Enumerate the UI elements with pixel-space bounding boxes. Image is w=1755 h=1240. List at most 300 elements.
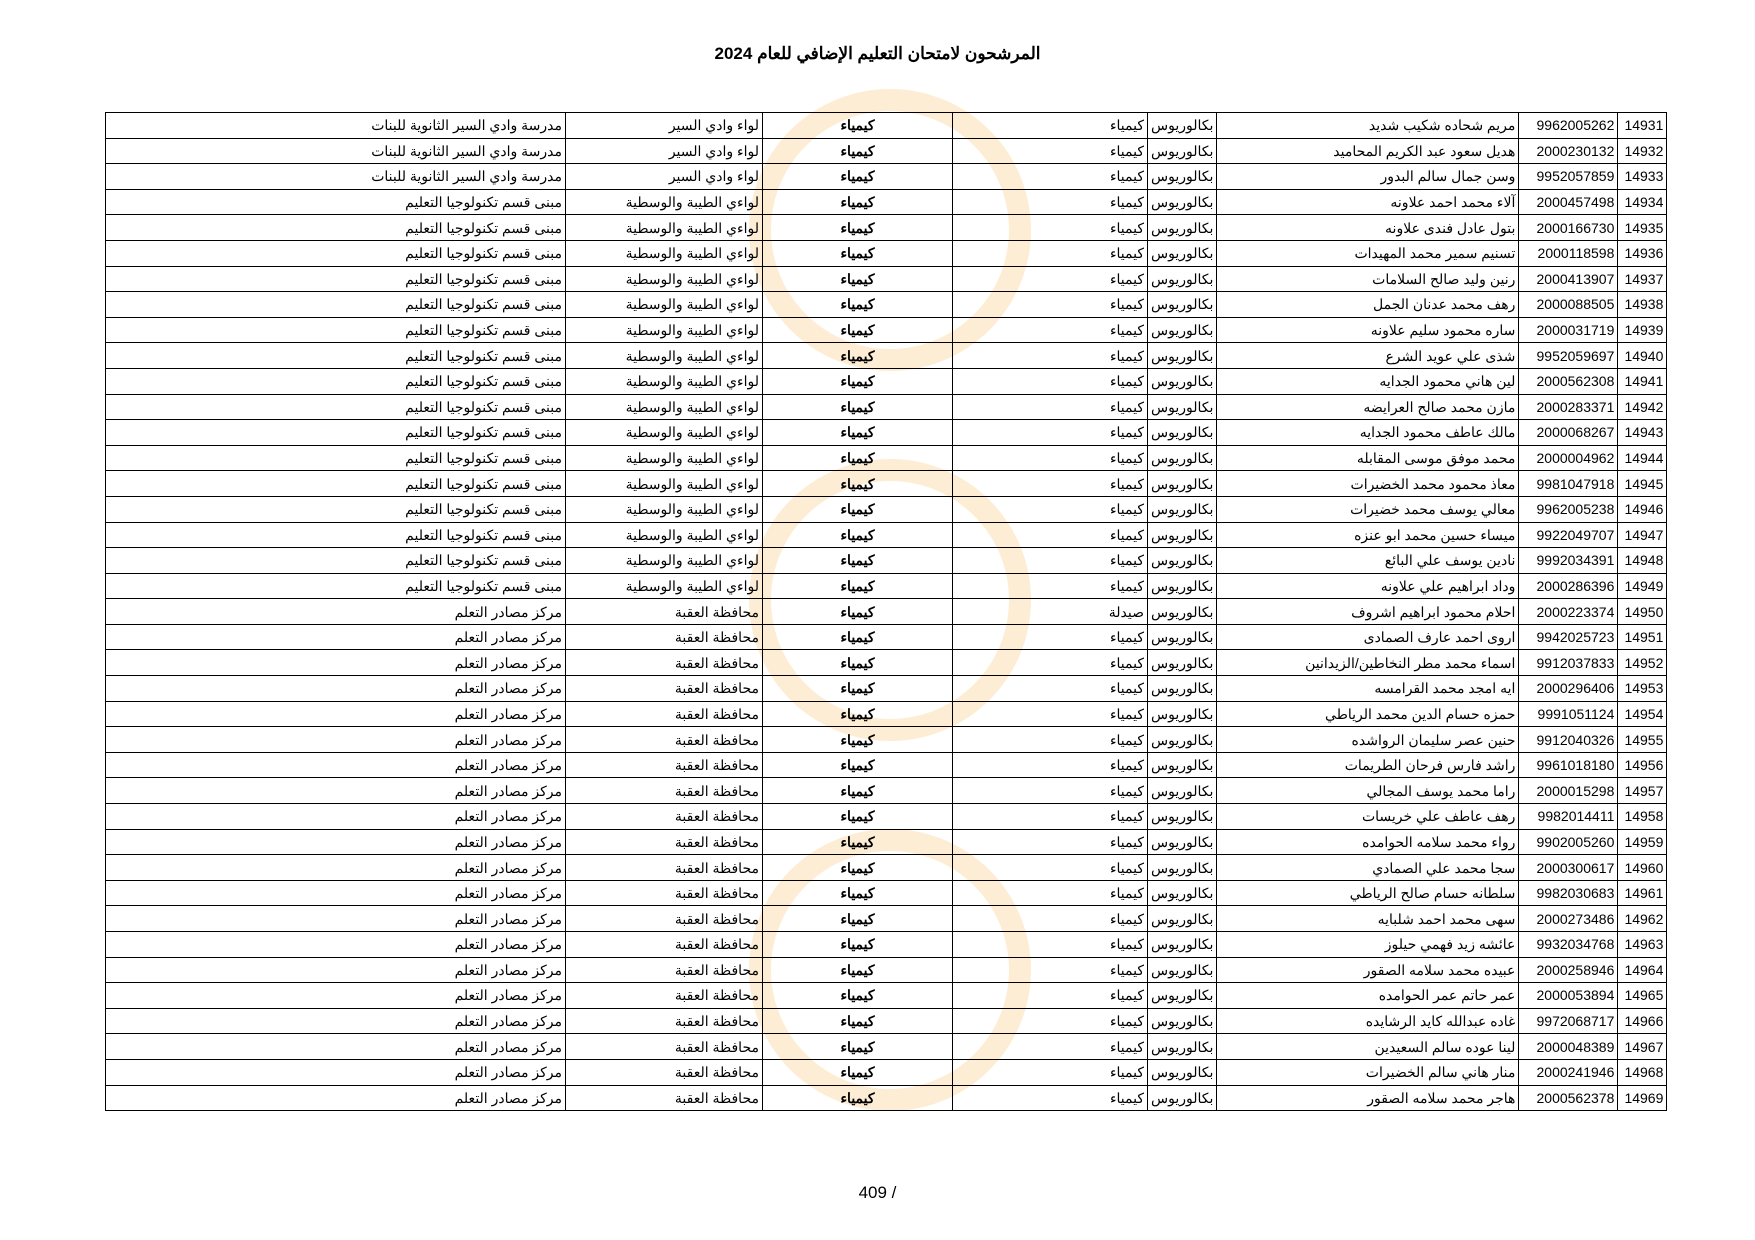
candidate-name-cell: غاده عبدالله كايد الرشايده	[1217, 1008, 1519, 1034]
national-id-cell: 2000457498	[1519, 189, 1618, 215]
major-cell: كيمياء	[953, 548, 1148, 574]
degree-cell: بكالوريوس	[1148, 1059, 1217, 1085]
degree-cell: بكالوريوس	[1148, 189, 1217, 215]
seat-number-cell: 14960	[1618, 855, 1667, 881]
exam-center-cell: مبنى قسم تكنولوجيا التعليم	[106, 215, 566, 241]
candidate-name-cell: اروى احمد عارف الصمادى	[1217, 624, 1519, 650]
directorate-cell: محافظة العقبة	[566, 1008, 763, 1034]
candidate-name-cell: معاذ محمود محمد الخضيرات	[1217, 471, 1519, 497]
seat-number-cell: 14948	[1618, 548, 1667, 574]
national-id-cell: 9952059697	[1519, 343, 1618, 369]
candidate-name-cell: ميساء حسين محمد ابو عنزه	[1217, 522, 1519, 548]
exam-subject-cell: كيمياء	[763, 676, 953, 702]
exam-center-cell: مركز مصادر التعلم	[106, 1008, 566, 1034]
degree-cell: بكالوريوس	[1148, 138, 1217, 164]
directorate-cell: محافظة العقبة	[566, 804, 763, 830]
national-id-cell: 2000068267	[1519, 420, 1618, 446]
table-row	[106, 752, 1667, 778]
national-id-cell: 9981047918	[1519, 471, 1618, 497]
table-row	[106, 343, 1667, 369]
table-row	[106, 573, 1667, 599]
directorate-cell: محافظة العقبة	[566, 752, 763, 778]
exam-center-cell: مركز مصادر التعلم	[106, 855, 566, 881]
candidate-name-cell: تسنيم سمير محمد المهيدات	[1217, 240, 1519, 266]
major-cell: كيمياء	[953, 394, 1148, 420]
major-cell: كيمياء	[953, 676, 1148, 702]
exam-center-cell: مركز مصادر التعلم	[106, 624, 566, 650]
candidate-name-cell: عائشه زيد فهمي حيلوز	[1217, 932, 1519, 958]
exam-subject-cell: كيمياء	[763, 164, 953, 190]
major-cell: كيمياء	[953, 496, 1148, 522]
table-row	[106, 496, 1667, 522]
seat-number-cell: 14961	[1618, 880, 1667, 906]
candidate-name-cell: لين هاني محمود الجدايه	[1217, 368, 1519, 394]
degree-cell: بكالوريوس	[1148, 573, 1217, 599]
candidate-name-cell: سجا محمد علي الصمادي	[1217, 855, 1519, 881]
seat-number-cell: 14964	[1618, 957, 1667, 983]
table-row	[106, 932, 1667, 958]
degree-cell: بكالوريوس	[1148, 522, 1217, 548]
candidate-name-cell: رهف محمد عدنان الجمل	[1217, 292, 1519, 318]
national-id-cell: 2000048389	[1519, 1034, 1618, 1060]
national-id-cell: 2000273486	[1519, 906, 1618, 932]
major-cell: كيمياء	[953, 1008, 1148, 1034]
degree-cell: بكالوريوس	[1148, 445, 1217, 471]
major-cell: كيمياء	[953, 573, 1148, 599]
candidate-name-cell: رواء محمد سلامه الحوامده	[1217, 829, 1519, 855]
exam-center-cell: مركز مصادر التعلم	[106, 983, 566, 1009]
exam-center-cell: مركز مصادر التعلم	[106, 599, 566, 625]
candidate-name-cell: سلطانه حسام صالح الرياطي	[1217, 880, 1519, 906]
directorate-cell: لواءي الطيبة والوسطية	[566, 317, 763, 343]
table-row	[106, 548, 1667, 574]
directorate-cell: محافظة العقبة	[566, 1085, 763, 1111]
exam-center-cell: مركز مصادر التعلم	[106, 829, 566, 855]
table-row	[106, 317, 1667, 343]
candidate-name-cell: بتول عادل فندى علاونه	[1217, 215, 1519, 241]
major-cell: كيمياء	[953, 317, 1148, 343]
table-row	[106, 1085, 1667, 1111]
table-row	[106, 1059, 1667, 1085]
candidate-name-cell: لينا عوده سالم السعيدين	[1217, 1034, 1519, 1060]
national-id-cell: 9952057859	[1519, 164, 1618, 190]
exam-center-cell: مركز مصادر التعلم	[106, 1085, 566, 1111]
exam-subject-cell: كيمياء	[763, 599, 953, 625]
exam-center-cell: مركز مصادر التعلم	[106, 1034, 566, 1060]
degree-cell: بكالوريوس	[1148, 676, 1217, 702]
table-row	[106, 906, 1667, 932]
degree-cell: بكالوريوس	[1148, 343, 1217, 369]
directorate-cell: لواءي الطيبة والوسطية	[566, 445, 763, 471]
table-row	[106, 266, 1667, 292]
seat-number-cell: 14949	[1618, 573, 1667, 599]
national-id-cell: 9991051124	[1519, 701, 1618, 727]
degree-cell: بكالوريوس	[1148, 420, 1217, 446]
candidate-name-cell: هديل سعود عبد الكريم المحاميد	[1217, 138, 1519, 164]
major-cell: كيمياء	[953, 189, 1148, 215]
directorate-cell: محافظة العقبة	[566, 983, 763, 1009]
exam-center-cell: مبنى قسم تكنولوجيا التعليم	[106, 368, 566, 394]
directorate-cell: محافظة العقبة	[566, 932, 763, 958]
candidate-name-cell: سهى محمد احمد شلبايه	[1217, 906, 1519, 932]
exam-subject-cell: كيمياء	[763, 804, 953, 830]
major-cell: كيمياء	[953, 829, 1148, 855]
seat-number-cell: 14947	[1618, 522, 1667, 548]
table-row	[106, 1008, 1667, 1034]
exam-center-cell: مركز مصادر التعلم	[106, 650, 566, 676]
degree-cell: بكالوريوس	[1148, 548, 1217, 574]
major-cell: كيمياء	[953, 983, 1148, 1009]
directorate-cell: محافظة العقبة	[566, 855, 763, 881]
directorate-cell: لواءي الطيبة والوسطية	[566, 522, 763, 548]
exam-center-cell: مركز مصادر التعلم	[106, 752, 566, 778]
exam-subject-cell: كيمياء	[763, 496, 953, 522]
national-id-cell: 9902005260	[1519, 829, 1618, 855]
degree-cell: بكالوريوس	[1148, 215, 1217, 241]
degree-cell: بكالوريوس	[1148, 752, 1217, 778]
major-cell: كيمياء	[953, 804, 1148, 830]
candidate-name-cell: حمزه حسام الدين محمد الرياطي	[1217, 701, 1519, 727]
directorate-cell: محافظة العقبة	[566, 599, 763, 625]
seat-number-cell: 14933	[1618, 164, 1667, 190]
national-id-cell: 9912037833	[1519, 650, 1618, 676]
major-cell: كيمياء	[953, 650, 1148, 676]
exam-subject-cell: كيمياء	[763, 1008, 953, 1034]
directorate-cell: محافظة العقبة	[566, 624, 763, 650]
seat-number-cell: 14938	[1618, 292, 1667, 318]
seat-number-cell: 14951	[1618, 624, 1667, 650]
major-cell: كيمياء	[953, 471, 1148, 497]
table-row	[106, 368, 1667, 394]
national-id-cell: 2000230132	[1519, 138, 1618, 164]
major-cell: كيمياء	[953, 752, 1148, 778]
exam-subject-cell: كيمياء	[763, 266, 953, 292]
candidate-name-cell: مازن محمد صالح العرايضه	[1217, 394, 1519, 420]
major-cell: كيمياء	[953, 368, 1148, 394]
candidate-name-cell: احلام محمود ابراهيم اشروف	[1217, 599, 1519, 625]
directorate-cell: لواءي الطيبة والوسطية	[566, 573, 763, 599]
exam-center-cell: مدرسة وادي السير الثانوية للبنات	[106, 113, 566, 139]
major-cell: كيمياء	[953, 138, 1148, 164]
major-cell: كيمياء	[953, 1059, 1148, 1085]
national-id-cell: 9962005238	[1519, 496, 1618, 522]
exam-center-cell: مبنى قسم تكنولوجيا التعليم	[106, 189, 566, 215]
seat-number-cell: 14952	[1618, 650, 1667, 676]
national-id-cell: 2000300617	[1519, 855, 1618, 881]
candidate-name-cell: مالك عاطف محمود الجدايه	[1217, 420, 1519, 446]
major-cell: كيمياء	[953, 701, 1148, 727]
directorate-cell: لواءي الطيبة والوسطية	[566, 292, 763, 318]
major-cell: كيمياء	[953, 420, 1148, 446]
major-cell: كيمياء	[953, 343, 1148, 369]
seat-number-cell: 14954	[1618, 701, 1667, 727]
major-cell: كيمياء	[953, 215, 1148, 241]
table-row	[106, 445, 1667, 471]
table-row	[106, 1034, 1667, 1060]
exam-center-cell: مبنى قسم تكنولوجيا التعليم	[106, 292, 566, 318]
directorate-cell: محافظة العقبة	[566, 727, 763, 753]
national-id-cell: 2000015298	[1519, 778, 1618, 804]
exam-center-cell: مبنى قسم تكنولوجيا التعليم	[106, 496, 566, 522]
major-cell: كيمياء	[953, 1034, 1148, 1060]
seat-number-cell: 14967	[1618, 1034, 1667, 1060]
degree-cell: بكالوريوس	[1148, 292, 1217, 318]
candidates-table	[105, 112, 1667, 1111]
national-id-cell: 2000004962	[1519, 445, 1618, 471]
seat-number-cell: 14959	[1618, 829, 1667, 855]
exam-subject-cell: كيمياء	[763, 317, 953, 343]
degree-cell: بكالوريوس	[1148, 778, 1217, 804]
exam-center-cell: مركز مصادر التعلم	[106, 778, 566, 804]
national-id-cell: 9992034391	[1519, 548, 1618, 574]
major-cell: كيمياء	[953, 624, 1148, 650]
table-row	[106, 292, 1667, 318]
major-cell: كيمياء	[953, 240, 1148, 266]
candidate-name-cell: آلاء محمد احمد علاونه	[1217, 189, 1519, 215]
table-row	[106, 215, 1667, 241]
exam-subject-cell: كيمياء	[763, 215, 953, 241]
seat-number-cell: 14936	[1618, 240, 1667, 266]
exam-center-cell: مركز مصادر التعلم	[106, 701, 566, 727]
exam-subject-cell: كيمياء	[763, 752, 953, 778]
seat-number-cell: 14931	[1618, 113, 1667, 139]
table-row	[106, 471, 1667, 497]
degree-cell: بكالوريوس	[1148, 368, 1217, 394]
degree-cell: بكالوريوس	[1148, 855, 1217, 881]
seat-number-cell: 14932	[1618, 138, 1667, 164]
exam-subject-cell: كيمياء	[763, 906, 953, 932]
seat-number-cell: 14934	[1618, 189, 1667, 215]
national-id-cell: 9982030683	[1519, 880, 1618, 906]
degree-cell: بكالوريوس	[1148, 829, 1217, 855]
national-id-cell: 2000223374	[1519, 599, 1618, 625]
exam-subject-cell: كيمياء	[763, 368, 953, 394]
exam-center-cell: مدرسة وادي السير الثانوية للبنات	[106, 164, 566, 190]
exam-center-cell: مركز مصادر التعلم	[106, 804, 566, 830]
national-id-cell: 9962005262	[1519, 113, 1618, 139]
directorate-cell: محافظة العقبة	[566, 676, 763, 702]
exam-center-cell: مركز مصادر التعلم	[106, 676, 566, 702]
directorate-cell: لواء وادي السير	[566, 138, 763, 164]
exam-subject-cell: كيمياء	[763, 343, 953, 369]
national-id-cell: 2000053894	[1519, 983, 1618, 1009]
degree-cell: بكالوريوس	[1148, 471, 1217, 497]
table-row	[106, 420, 1667, 446]
candidate-name-cell: رنين وليد صالح السلامات	[1217, 266, 1519, 292]
table-row	[106, 804, 1667, 830]
seat-number-cell: 14956	[1618, 752, 1667, 778]
directorate-cell: لواء وادي السير	[566, 164, 763, 190]
degree-cell: بكالوريوس	[1148, 113, 1217, 139]
degree-cell: بكالوريوس	[1148, 1008, 1217, 1034]
major-cell: كيمياء	[953, 522, 1148, 548]
national-id-cell: 9922049707	[1519, 522, 1618, 548]
candidate-name-cell: محمد موفق موسى المقابله	[1217, 445, 1519, 471]
exam-subject-cell: كيمياء	[763, 573, 953, 599]
national-id-cell: 2000166730	[1519, 215, 1618, 241]
seat-number-cell: 14963	[1618, 932, 1667, 958]
national-id-cell: 2000283371	[1519, 394, 1618, 420]
national-id-cell: 2000088505	[1519, 292, 1618, 318]
table-row	[106, 624, 1667, 650]
table-row	[106, 240, 1667, 266]
candidate-name-cell: منار هاني سالم الخضيرات	[1217, 1059, 1519, 1085]
candidate-name-cell: اسماء محمد مطر النخاطين/الزيدانين	[1217, 650, 1519, 676]
directorate-cell: محافظة العقبة	[566, 778, 763, 804]
exam-subject-cell: كيمياء	[763, 880, 953, 906]
degree-cell: بكالوريوس	[1148, 701, 1217, 727]
exam-center-cell: مبنى قسم تكنولوجيا التعليم	[106, 573, 566, 599]
candidate-name-cell: راشد فارس فرحان الطريمات	[1217, 752, 1519, 778]
exam-center-cell: مركز مصادر التعلم	[106, 727, 566, 753]
national-id-cell: 2000031719	[1519, 317, 1618, 343]
seat-number-cell: 14965	[1618, 983, 1667, 1009]
table-row	[106, 829, 1667, 855]
candidate-name-cell: حنين عصر سليمان الرواشده	[1217, 727, 1519, 753]
exam-center-cell: مبنى قسم تكنولوجيا التعليم	[106, 266, 566, 292]
exam-subject-cell: كيمياء	[763, 983, 953, 1009]
seat-number-cell: 14939	[1618, 317, 1667, 343]
exam-subject-cell: كيمياء	[763, 829, 953, 855]
directorate-cell: لواءي الطيبة والوسطية	[566, 394, 763, 420]
seat-number-cell: 14962	[1618, 906, 1667, 932]
table-row	[106, 778, 1667, 804]
degree-cell: بكالوريوس	[1148, 266, 1217, 292]
directorate-cell: لواءي الطيبة والوسطية	[566, 343, 763, 369]
seat-number-cell: 14968	[1618, 1059, 1667, 1085]
national-id-cell: 2000296406	[1519, 676, 1618, 702]
table-row	[106, 957, 1667, 983]
major-cell: كيمياء	[953, 445, 1148, 471]
seat-number-cell: 14966	[1618, 1008, 1667, 1034]
directorate-cell: لواء وادي السير	[566, 113, 763, 139]
national-id-cell: 9961018180	[1519, 752, 1618, 778]
exam-subject-cell: كيمياء	[763, 957, 953, 983]
candidate-name-cell: وسن جمال سالم البدور	[1217, 164, 1519, 190]
directorate-cell: لواءي الطيبة والوسطية	[566, 368, 763, 394]
exam-subject-cell: كيمياء	[763, 778, 953, 804]
directorate-cell: محافظة العقبة	[566, 701, 763, 727]
exam-subject-cell: كيمياء	[763, 240, 953, 266]
degree-cell: بكالوريوس	[1148, 164, 1217, 190]
page-title: المرشحون لامتحان التعليم الإضافي للعام 2024	[714, 44, 1041, 63]
candidate-name-cell: راما محمد يوسف المجالي	[1217, 778, 1519, 804]
table-row	[106, 727, 1667, 753]
exam-subject-cell: كيمياء	[763, 624, 953, 650]
seat-number-cell: 14969	[1618, 1085, 1667, 1111]
exam-subject-cell: كيمياء	[763, 727, 953, 753]
degree-cell: بكالوريوس	[1148, 624, 1217, 650]
directorate-cell: لواءي الطيبة والوسطية	[566, 189, 763, 215]
national-id-cell: 9932034768	[1519, 932, 1618, 958]
degree-cell: بكالوريوس	[1148, 727, 1217, 753]
seat-number-cell: 14953	[1618, 676, 1667, 702]
degree-cell: بكالوريوس	[1148, 1034, 1217, 1060]
national-id-cell: 2000258946	[1519, 957, 1618, 983]
national-id-cell: 2000118598	[1519, 240, 1618, 266]
table-row	[106, 650, 1667, 676]
exam-subject-cell: كيمياء	[763, 138, 953, 164]
candidate-name-cell: رهف عاطف علي خريسات	[1217, 804, 1519, 830]
exam-subject-cell: كيمياء	[763, 420, 953, 446]
major-cell: كيمياء	[953, 113, 1148, 139]
seat-number-cell: 14945	[1618, 471, 1667, 497]
degree-cell: بكالوريوس	[1148, 957, 1217, 983]
page-number: 409 /	[858, 1183, 897, 1202]
directorate-cell: محافظة العقبة	[566, 880, 763, 906]
major-cell: كيمياء	[953, 1085, 1148, 1111]
directorate-cell: محافظة العقبة	[566, 1034, 763, 1060]
candidate-name-cell: معالي يوسف محمد خضيرات	[1217, 496, 1519, 522]
directorate-cell: محافظة العقبة	[566, 650, 763, 676]
national-id-cell: 2000413907	[1519, 266, 1618, 292]
exam-center-cell: مبنى قسم تكنولوجيا التعليم	[106, 445, 566, 471]
candidate-name-cell: عبيده محمد سلامه الصقور	[1217, 957, 1519, 983]
national-id-cell: 9982014411	[1519, 804, 1618, 830]
candidate-name-cell: شذى علي عويد الشرع	[1217, 343, 1519, 369]
exam-center-cell: مركز مصادر التعلم	[106, 1059, 566, 1085]
exam-center-cell: مبنى قسم تكنولوجيا التعليم	[106, 548, 566, 574]
exam-subject-cell: كيمياء	[763, 701, 953, 727]
table-row	[106, 394, 1667, 420]
major-cell: صيدلة	[953, 599, 1148, 625]
exam-subject-cell: كيمياء	[763, 394, 953, 420]
directorate-cell: لواءي الطيبة والوسطية	[566, 420, 763, 446]
exam-center-cell: مبنى قسم تكنولوجيا التعليم	[106, 317, 566, 343]
degree-cell: بكالوريوس	[1148, 880, 1217, 906]
exam-subject-cell: كيمياء	[763, 445, 953, 471]
exam-subject-cell: كيمياء	[763, 650, 953, 676]
major-cell: كيمياء	[953, 727, 1148, 753]
major-cell: كيمياء	[953, 778, 1148, 804]
degree-cell: بكالوريوس	[1148, 394, 1217, 420]
major-cell: كيمياء	[953, 932, 1148, 958]
national-id-cell: 2000286396	[1519, 573, 1618, 599]
exam-center-cell: مبنى قسم تكنولوجيا التعليم	[106, 343, 566, 369]
exam-center-cell: مبنى قسم تكنولوجيا التعليم	[106, 471, 566, 497]
table-row	[106, 599, 1667, 625]
table-row	[106, 113, 1667, 139]
exam-subject-cell: كيمياء	[763, 1059, 953, 1085]
seat-number-cell: 14935	[1618, 215, 1667, 241]
major-cell: كيمياء	[953, 292, 1148, 318]
degree-cell: بكالوريوس	[1148, 1085, 1217, 1111]
seat-number-cell: 14937	[1618, 266, 1667, 292]
exam-center-cell: مبنى قسم تكنولوجيا التعليم	[106, 240, 566, 266]
table-row	[106, 701, 1667, 727]
table-row	[106, 855, 1667, 881]
table-row	[106, 522, 1667, 548]
exam-center-cell: مبنى قسم تكنولوجيا التعليم	[106, 420, 566, 446]
degree-cell: بكالوريوس	[1148, 932, 1217, 958]
exam-subject-cell: كيمياء	[763, 113, 953, 139]
exam-subject-cell: كيمياء	[763, 522, 953, 548]
seat-number-cell: 14940	[1618, 343, 1667, 369]
national-id-cell: 2000241946	[1519, 1059, 1618, 1085]
major-cell: كيمياء	[953, 880, 1148, 906]
seat-number-cell: 14957	[1618, 778, 1667, 804]
exam-center-cell: مركز مصادر التعلم	[106, 932, 566, 958]
major-cell: كيمياء	[953, 266, 1148, 292]
seat-number-cell: 14946	[1618, 496, 1667, 522]
table-row	[106, 164, 1667, 190]
degree-cell: بكالوريوس	[1148, 804, 1217, 830]
degree-cell: بكالوريوس	[1148, 496, 1217, 522]
exam-subject-cell: كيمياء	[763, 855, 953, 881]
seat-number-cell: 14958	[1618, 804, 1667, 830]
table-row	[106, 189, 1667, 215]
exam-center-cell: مركز مصادر التعلم	[106, 880, 566, 906]
